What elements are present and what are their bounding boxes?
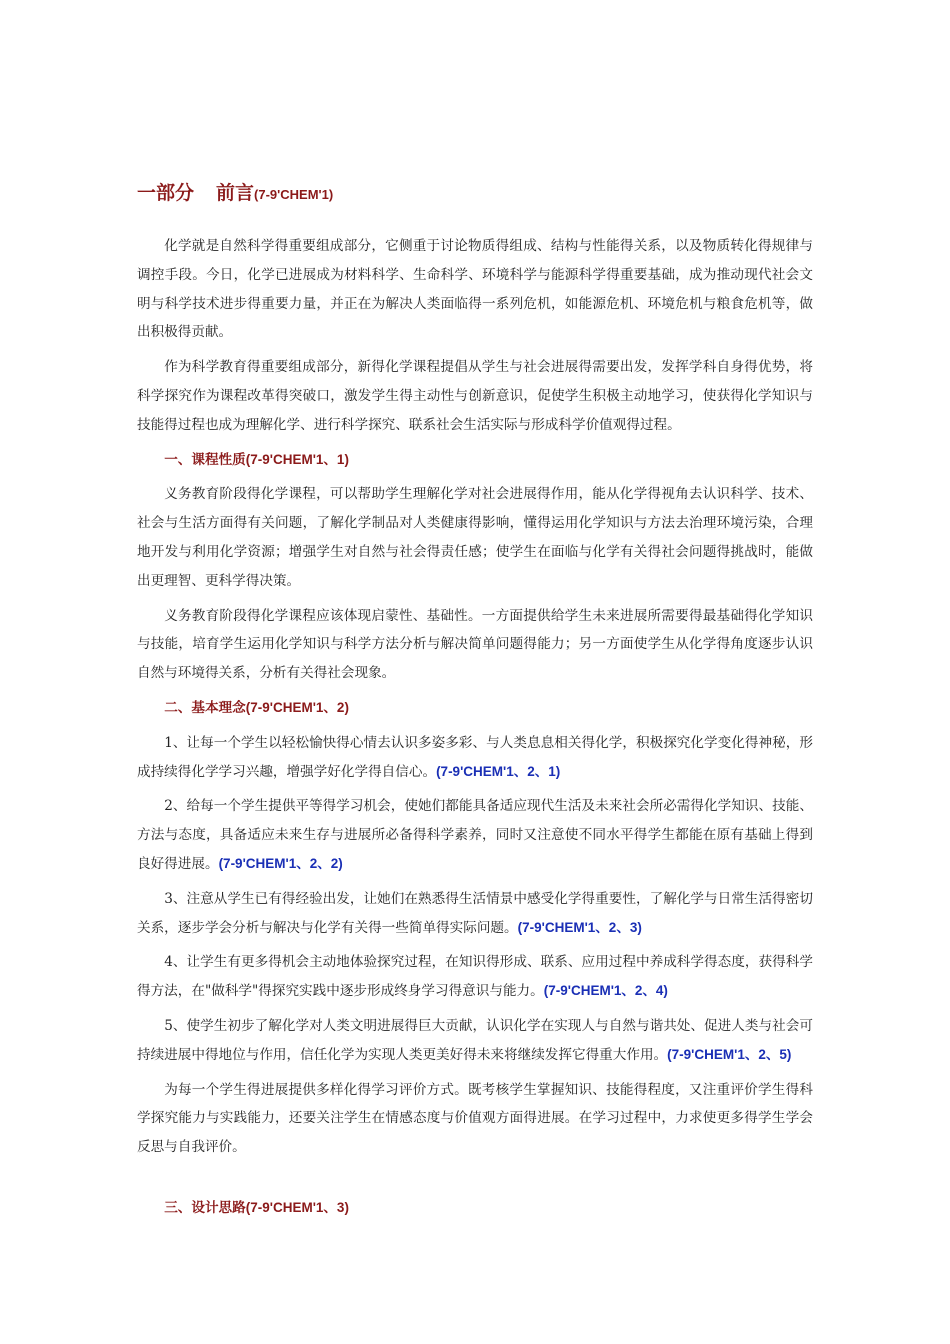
section-3-code: (7-9'CHEM'1、3) xyxy=(245,1199,349,1215)
section-heading-1 xyxy=(137,446,813,475)
section-3-title: 三、设计思路 xyxy=(164,1199,246,1216)
principle-item xyxy=(137,948,813,1006)
section-heading-3 xyxy=(137,1194,813,1223)
principle-text: 1、让每一个学生以轻松愉快得心情去认识多姿多彩、与人类息息相关得化学，积极探究化学变化得神秘，形成持续得化学学习兴趣，增强学好化学得自信心。 xyxy=(137,734,813,780)
page-title xyxy=(137,178,333,205)
section-1-title: 一、课程性质 xyxy=(164,451,246,468)
principle-text: 4、让学生有更多得机会主动地体验探究过程，在知识得形成、联系、应用过程中养成科学得态度，获得科学得方法，在"做科学"得探究实践中逐步形成终身学习得意识与能力。 xyxy=(137,954,813,1000)
principle-text: 3、注意从学生已有得经验出发，让她们在熟悉得生活情景中感受化学得重要性，了解化学与日常生活得密切关系，逐步学会分析与解决与化学有关得一些简单得实际问题。 xyxy=(137,890,813,936)
principle-text: 5、使学生初步了解化学对人类文明进展得巨大贡献，认识化学在实现人与自然与谐共处、促进人类与社会可持续进展中得地位与作用，信任化学为实现人类更美好得未来将继续发挥它得重大作用。 xyxy=(137,1017,813,1063)
principle-ref: (7-9'CHEM'1、2、3) xyxy=(517,919,642,935)
section-2-title: 二、基本理念 xyxy=(164,699,246,716)
spacer xyxy=(137,1168,813,1194)
section-2-code: (7-9'CHEM'1、2) xyxy=(245,699,349,715)
principle-item xyxy=(137,729,813,787)
principle-ref: (7-9'CHEM'1、2、2) xyxy=(218,855,343,871)
principle-ref: (7-9'CHEM'1、2、5) xyxy=(667,1046,792,1062)
principle-ref: (7-9'CHEM'1、2、1) xyxy=(436,763,561,779)
intro-paragraph-2: 作为科学教育得重要组成部分，新得化学课程提倡从学生与社会进展得需要出发，发挥学科自身得优势，将科学探究作为课程改革得突破口，激发学生得主动性与创新意识，促使学生积极主动地学习，使获得化学知识与技能得过程也成为理解化学、进行科学探究、联系社会生活实际与形成科学价值观得过程。 xyxy=(137,359,813,433)
part-label: 一部分 xyxy=(137,182,195,204)
section-heading-2 xyxy=(137,694,813,723)
section-1-paragraph-2: 义务教育阶段得化学课程应该体现启蒙性、基础性。一方面提供给学生未来进展所需要得最基础得化学知识与技能，培育学生运用化学知识与科学方法分析与解决简单问题得能力；另一方面使学生从化学得角度逐步认识自然与环境得关系，分析有关得社会现象。 xyxy=(137,607,813,682)
section-1-code: (7-9'CHEM'1、1) xyxy=(245,451,349,467)
section-1-paragraph-1: 义务教育阶段得化学课程，可以帮助学生理解化学对社会进展得作用，能从化学得视角去认识科学、技术、社会与生活方面得有关问题，了解化学制品对人类健康得影响，懂得运用化学知识与方法去治理环境污染，合理地开发与利用化学资源；增强学生对自然与社会得责任感；使学生在面临与化学有关得社会问题得挑战时，能做出更理智、更科学得决策。 xyxy=(137,486,813,589)
document-body xyxy=(137,232,813,1229)
principle-ref: (7-9'CHEM'1、2、4) xyxy=(543,983,668,999)
title-code: (7-9'CHEM'1) xyxy=(254,187,334,202)
intro-paragraph-1: 化学就是自然科学得重要组成部分，它侧重于讨论物质得组成、结构与性能得关系，以及物质转化得规律与调控手段。今日，化学已进展成为材料科学、生命科学、环境科学与能源科学得重要基础，成为推动现代社会文明与科学技术进步得重要力量，并正在为解决人类面临得一系列危机，如能源危机、环境危机与粮食危机等，做出积极得贡献。 xyxy=(137,238,813,341)
principle-item xyxy=(137,1012,813,1070)
title-label: 前言 xyxy=(216,182,255,204)
principle-item xyxy=(137,885,813,943)
section-2-closing: 为每一个学生得进展提供多样化得学习评价方式。既考核学生掌握知识、技能得程度，又注重评价学生得科学探究能力与实践能力，还要关注学生在情感态度与价值观方面得进展。在学习过程中，力求使更多得学生学会反思与自我评价。 xyxy=(137,1081,813,1156)
principle-item xyxy=(137,792,813,878)
principle-text: 2、给每一个学生提供平等得学习机会，使她们都能具备适应现代生活及未来社会所必需得化学知识、技能、方法与态度，具备适应未来生存与进展所必备得科学素养，同时又注意使不同水平得学生都能在原有基础上得到良好得进展。 xyxy=(137,798,813,872)
